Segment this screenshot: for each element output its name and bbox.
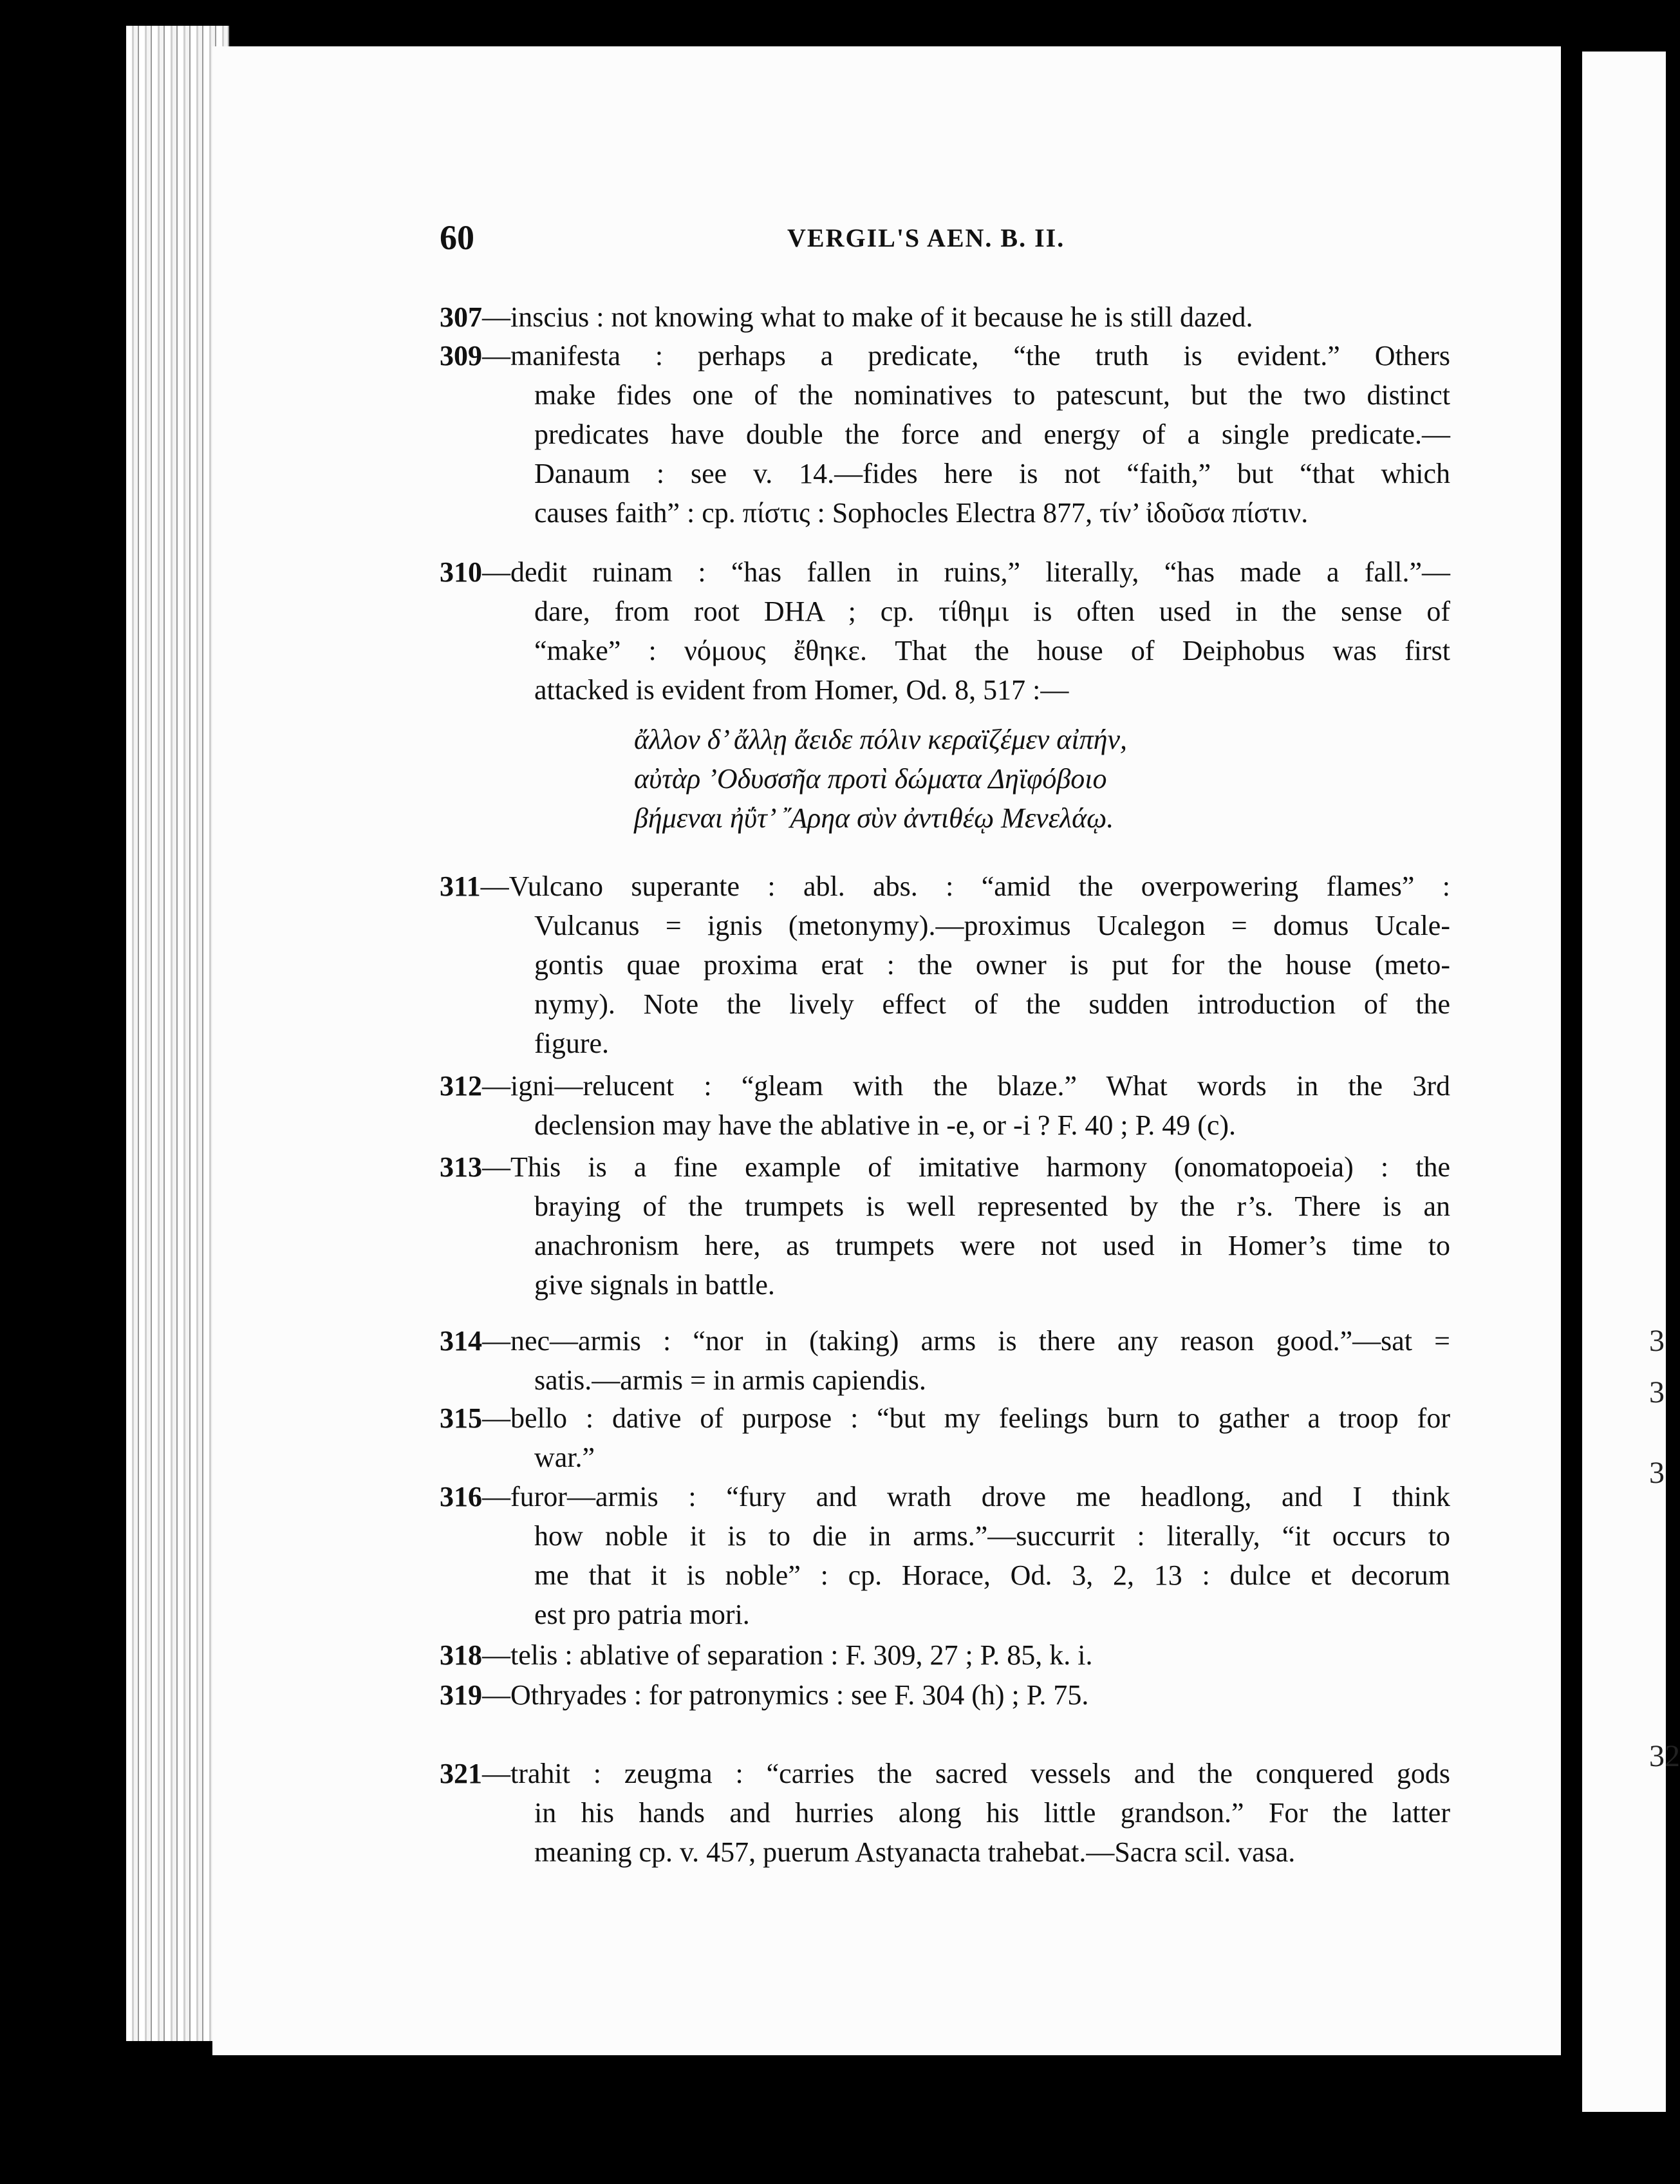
note-text: nymy). Note the lively effect of the sudden introduction of the — [534, 988, 1450, 1020]
margin-fragment: 3 — [1649, 1324, 1665, 1358]
note-line — [440, 984, 1450, 1024]
note-line — [440, 493, 1450, 532]
note-text: gontis quae proxima erat : the owner is put for the house (meto- — [534, 949, 1450, 981]
note-number: 309 — [440, 340, 482, 372]
margin-fragment: 3 — [1649, 1375, 1665, 1409]
note-line — [440, 297, 1450, 337]
note-310 — [440, 552, 1450, 710]
note-line — [440, 1321, 1450, 1360]
note-number: 311 — [440, 871, 481, 902]
note-line — [440, 1556, 1450, 1595]
note-number: 319 — [440, 1679, 482, 1711]
facing-page-strip — [1582, 52, 1666, 2112]
note-319 — [440, 1675, 1450, 1715]
greek-line: ἄλλον δ’ ἄλλῃ ἄειδε πόλιν κεραϊζέμεν αἰπήν, — [634, 724, 1128, 755]
note-number: 312 — [440, 1070, 482, 1102]
note-text: Danaum : see v. 14.—fides here is not “faith,” but “that which — [534, 458, 1450, 489]
note-line — [440, 1516, 1450, 1556]
note-line — [440, 1438, 1450, 1477]
note-line — [440, 1024, 1450, 1063]
greek-quote — [634, 720, 1127, 838]
note-text: Vulcanus = ignis (metonymy).—proximus Ucalegon = domus Ucale- — [534, 910, 1450, 941]
note-text: —This is a fine example of imitative harmony (onomatopoeia) : the — [482, 1151, 1450, 1183]
running-head — [440, 218, 1302, 263]
note-number: 315 — [440, 1402, 482, 1434]
note-line — [440, 375, 1450, 415]
note-line — [440, 1793, 1450, 1832]
note-line — [440, 1675, 1450, 1715]
note-text: “make” : νόμους ἔθηκε. That the house of Deiphobus was first — [534, 635, 1450, 666]
note-321 — [440, 1754, 1450, 1872]
note-text: how noble it is to die in arms.”—succurrit : literally, “it occurs to — [534, 1520, 1450, 1552]
note-line — [440, 1226, 1450, 1265]
gutter — [1561, 46, 1582, 2062]
note-line — [440, 631, 1450, 670]
page-number: 60 — [440, 218, 474, 257]
note-text: braying of the trumpets is well represented by the r’s. There is an — [534, 1191, 1450, 1222]
note-line — [440, 906, 1450, 945]
note-text: causes faith” : cp. πίστις : Sophocles Electra 877, τίν’ ἰδοῦσα πίστιν. — [534, 497, 1309, 529]
note-text: —trahit : zeugma : “carries the sacred vessels and the conquered gods — [482, 1758, 1450, 1789]
note-text: war.” — [534, 1442, 595, 1473]
note-line — [440, 1398, 1450, 1438]
running-title: VERGIL'S AEN. B. II. — [787, 223, 1065, 252]
greek-line: αὐτὰρ ’Οδυσσῆα προτὶ δώματα Δηϊφόβοιο — [634, 763, 1107, 795]
note-309 — [440, 336, 1450, 532]
margin-fragment: 3 — [1649, 1456, 1665, 1490]
note-text: —furor—armis : “fury and wrath drove me headlong, and I think — [482, 1481, 1450, 1512]
note-line — [440, 592, 1450, 631]
note-line — [440, 670, 1450, 710]
note-text: —dedit ruinam : “has fallen in ruins,” literally, “has made a fall.”— — [482, 556, 1450, 588]
note-314 — [440, 1321, 1450, 1400]
note-text: in his hands and hurries along his little grandson.” For the latter — [534, 1797, 1450, 1829]
note-text: —inscius : not knowing what to make of it because he is still dazed. — [482, 301, 1253, 333]
note-line — [440, 1147, 1450, 1187]
note-number: 310 — [440, 556, 482, 588]
greek-line: βήμεναι ἠΰτ’ ῎Αρηα σὺν ἀντιθέῳ Μενελάῳ. — [634, 802, 1114, 834]
note-number: 316 — [440, 1481, 482, 1512]
note-text: predicates have double the force and energy of a single predicate.— — [534, 419, 1450, 450]
note-line — [440, 336, 1450, 375]
note-316 — [440, 1477, 1450, 1634]
note-text: est pro patria mori. — [534, 1599, 750, 1630]
note-line — [440, 552, 1450, 592]
note-line — [440, 1360, 1450, 1400]
note-text: figure. — [534, 1028, 610, 1059]
note-318 — [440, 1635, 1450, 1675]
note-text: —bello : dative of purpose : “but my feelings burn to gather a troop for — [482, 1402, 1450, 1434]
note-text: dare, from root DHA ; cp. τίθημι is often used in the sense of — [534, 596, 1450, 627]
note-text: —manifesta : perhaps a predicate, “the truth is evident.” Others — [482, 340, 1450, 372]
note-text: meaning cp. v. 457, puerum Astyanacta trahebat.—Sacra scil. vasa. — [534, 1836, 1296, 1868]
note-text: declension may have the ablative in -e, or -i ? F. 40 ; P. 49 (c). — [534, 1109, 1237, 1141]
note-text: anachronism here, as trumpets were not used in Homer’s time to — [534, 1230, 1450, 1261]
note-text: —Othryades : for patronymics : see F. 304 (h) ; P. 75. — [482, 1679, 1089, 1711]
note-text: give signals in battle. — [534, 1269, 775, 1301]
note-number: 313 — [440, 1151, 482, 1183]
note-number: 318 — [440, 1639, 482, 1671]
note-line — [440, 1066, 1450, 1106]
note-text: attacked is evident from Homer, Od. 8, 517 :— — [534, 674, 1069, 706]
note-number: 307 — [440, 301, 482, 333]
note-text: —nec—armis : “nor in (taking) arms is there any reason good.”—sat = — [482, 1325, 1450, 1357]
note-text: —telis : ablative of separation : F. 309, 27 ; P. 85, k. i. — [482, 1639, 1093, 1671]
note-311 — [440, 867, 1450, 1063]
note-line — [440, 1106, 1450, 1145]
note-line — [440, 1477, 1450, 1516]
note-line — [440, 415, 1450, 454]
note-307 — [440, 297, 1450, 337]
note-line — [440, 1832, 1450, 1872]
note-315 — [440, 1398, 1450, 1477]
note-text: —igni—relucent : “gleam with the blaze.” What words in the 3rd — [482, 1070, 1450, 1102]
note-line — [440, 1187, 1450, 1226]
note-line — [440, 1595, 1450, 1634]
note-line — [440, 454, 1450, 493]
note-text: satis.—armis = in armis capiendis. — [534, 1364, 926, 1396]
note-text: —Vulcano superante : abl. abs. : “amid the overpowering flames” : — [480, 871, 1450, 902]
note-line — [440, 867, 1450, 906]
note-text: me that it is noble” : cp. Horace, Od. 3, 2, 13 : dulce et decorum — [534, 1559, 1450, 1591]
note-line — [440, 945, 1450, 984]
note-number: 314 — [440, 1325, 482, 1357]
note-line — [440, 1635, 1450, 1675]
note-313 — [440, 1147, 1450, 1304]
note-line — [440, 1265, 1450, 1304]
note-text: make fides one of the nominatives to patescunt, but the two distinct — [534, 379, 1450, 411]
note-number: 321 — [440, 1758, 482, 1789]
margin-fragment: 32 — [1649, 1739, 1680, 1773]
note-line — [440, 1754, 1450, 1793]
note-312 — [440, 1066, 1450, 1145]
